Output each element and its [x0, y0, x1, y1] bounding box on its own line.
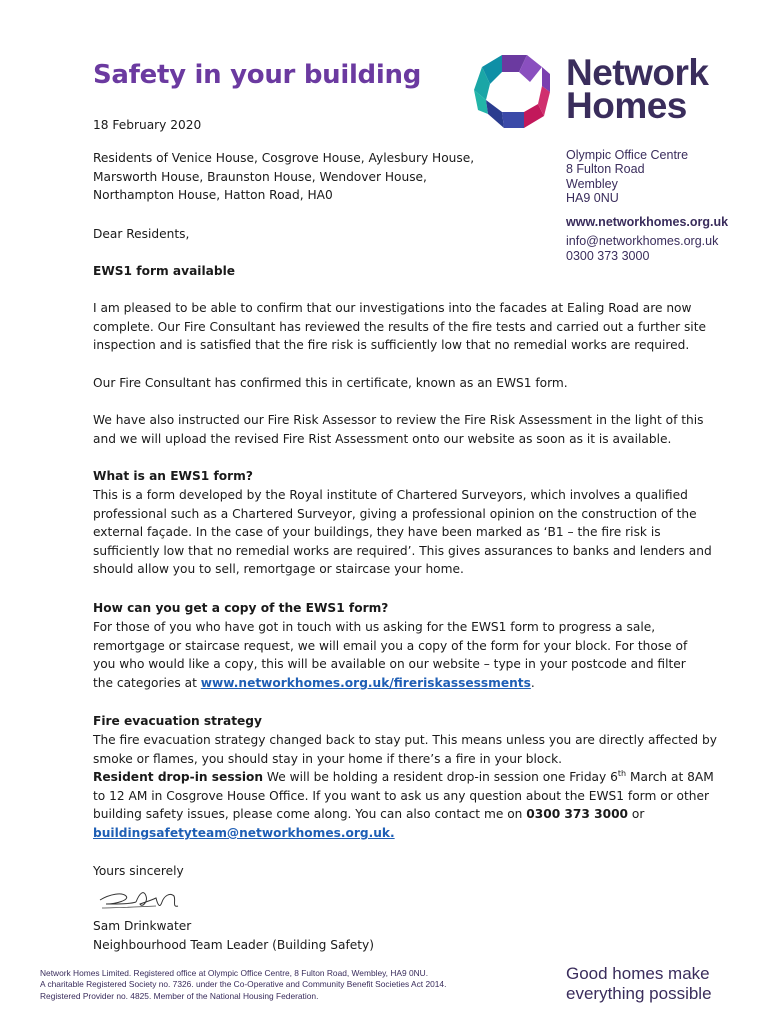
address-line: Olympic Office Centre [566, 148, 689, 162]
heading-what-is-ews1: What is an EWS1 form? [93, 469, 253, 483]
logo-wordmark: Network Homes [566, 52, 709, 126]
letter-date: 18 February 2020 [93, 118, 202, 132]
sender-address [566, 148, 728, 263]
paragraph-certificate: Our Fire Consultant has confirmed this in certificate, known as an EWS1 form. [93, 376, 568, 390]
paragraph-risk-assessment: We have also instructed our Fire Risk Assessor to review the Fire Risk Assessment in the light of this and we will upload the revised Fire Rist Assessment onto our website as soon as it is available. [93, 413, 704, 446]
paragraph-evacuation: The fire evacuation strategy changed back to stay put. This means unless you are directly affected by smoke or flames, you should stay in your home if there’s a fire in your block. Resident drop-in session We will be holding a resident drop-in session one Friday 6th March at 8AM to 12 AM in Cosgrove House Office. If you want to ask us any question about the EWS1 form or other building safety issues, please come along. You can also contact me on 0300 373 3000 or buildingsafetyteam@networkhomes.org.uk. [93, 733, 717, 840]
website-link[interactable]: www.networkhomes.org.uk [566, 215, 729, 230]
heading-evacuation: Fire evacuation strategy [93, 714, 262, 728]
tagline: Good homes make everything possible [566, 964, 712, 1003]
network-homes-logo-mark [472, 52, 558, 132]
dropin-label: Resident drop-in session [93, 770, 264, 785]
phone-number: 0300 373 3000 [566, 248, 650, 263]
paragraph-investigation: I am pleased to be able to confirm that our investigations into the facades at Ealing Road are now complete. Our Fire Consultant has reviewed the results of the fire tests and carried out a further site inspection and is satisfied that the fire risk is sufficiently low that no remedial works are required. [93, 301, 706, 353]
page-title: Safety in your building [93, 60, 422, 90]
fire-risk-assessments-link[interactable]: www.networkhomes.org.uk/fireriskassessments [200, 675, 531, 690]
email-link[interactable]: info@networkhomes.org.uk [566, 234, 719, 249]
closing: Yours sincerely [93, 864, 184, 878]
signature-image [96, 882, 186, 916]
building-safety-email-link[interactable]: buildingsafetyteam@networkhomes.org.uk. [93, 825, 395, 840]
paragraph-get-copy: For those of you who have got in touch with us asking for the EWS1 form to progress a sale, remortgage or staircase request, we will email you a copy of the form for your block. For those of you who would like a copy, this will be available on our website – type in your postcode and filter the categories at www.networkhomes.org.uk/fireriskassessments. [93, 620, 688, 690]
salutation: Dear Residents, [93, 227, 190, 241]
address-line: 8 Fulton Road [566, 162, 645, 177]
dropin-line: Resident drop-in session We will be holding a resident drop-in session one Friday 6th March at 8AM [93, 769, 714, 785]
address-line: HA9 0NU [566, 190, 619, 205]
signer-block [93, 917, 374, 954]
heading-get-copy: How can you get a copy of the EWS1 form? [93, 601, 389, 615]
network-homes-logo [472, 52, 732, 132]
address-line: Wembley [566, 176, 618, 191]
recipients: Residents of Venice House, Cosgrove House, Aylesbury House, Marsworth House, Braunston House, Wendover House, Northampton House, Hatton Road, HA0 [93, 151, 475, 203]
footer-legal: Network Homes Limited. Registered office at Olympic Office Centre, 8 Fulton Road, Wembley, HA9 0NU. A charitable Registered Society no. 7326. under the Co-Operative and Community Benefit Societies Act 2014. Registered Provider no. 4825. Member of the National Housing Federation. [40, 968, 447, 1001]
contact-phone: 0300 373 3000 [526, 807, 629, 822]
heading-ews1-available: EWS1 form available [93, 264, 236, 278]
signer-title: Neighbourhood Team Leader (Building Safety) [93, 937, 374, 952]
paragraph-ews1-description: This is a form developed by the Royal institute of Chartered Surveyors, which involves a qualified professional such as a Chartered Surveyor, giving a professional opinion on the construction of the external façade. In the case of your buildings, they have been marked as ‘B1 – the fire risk is sufficiently low that no remedial works are required’. This gives assurances to banks and lenders and should allow you to sell, remortgage or staircase your home. [93, 488, 712, 577]
signer-name: Sam Drinkwater [93, 919, 192, 933]
